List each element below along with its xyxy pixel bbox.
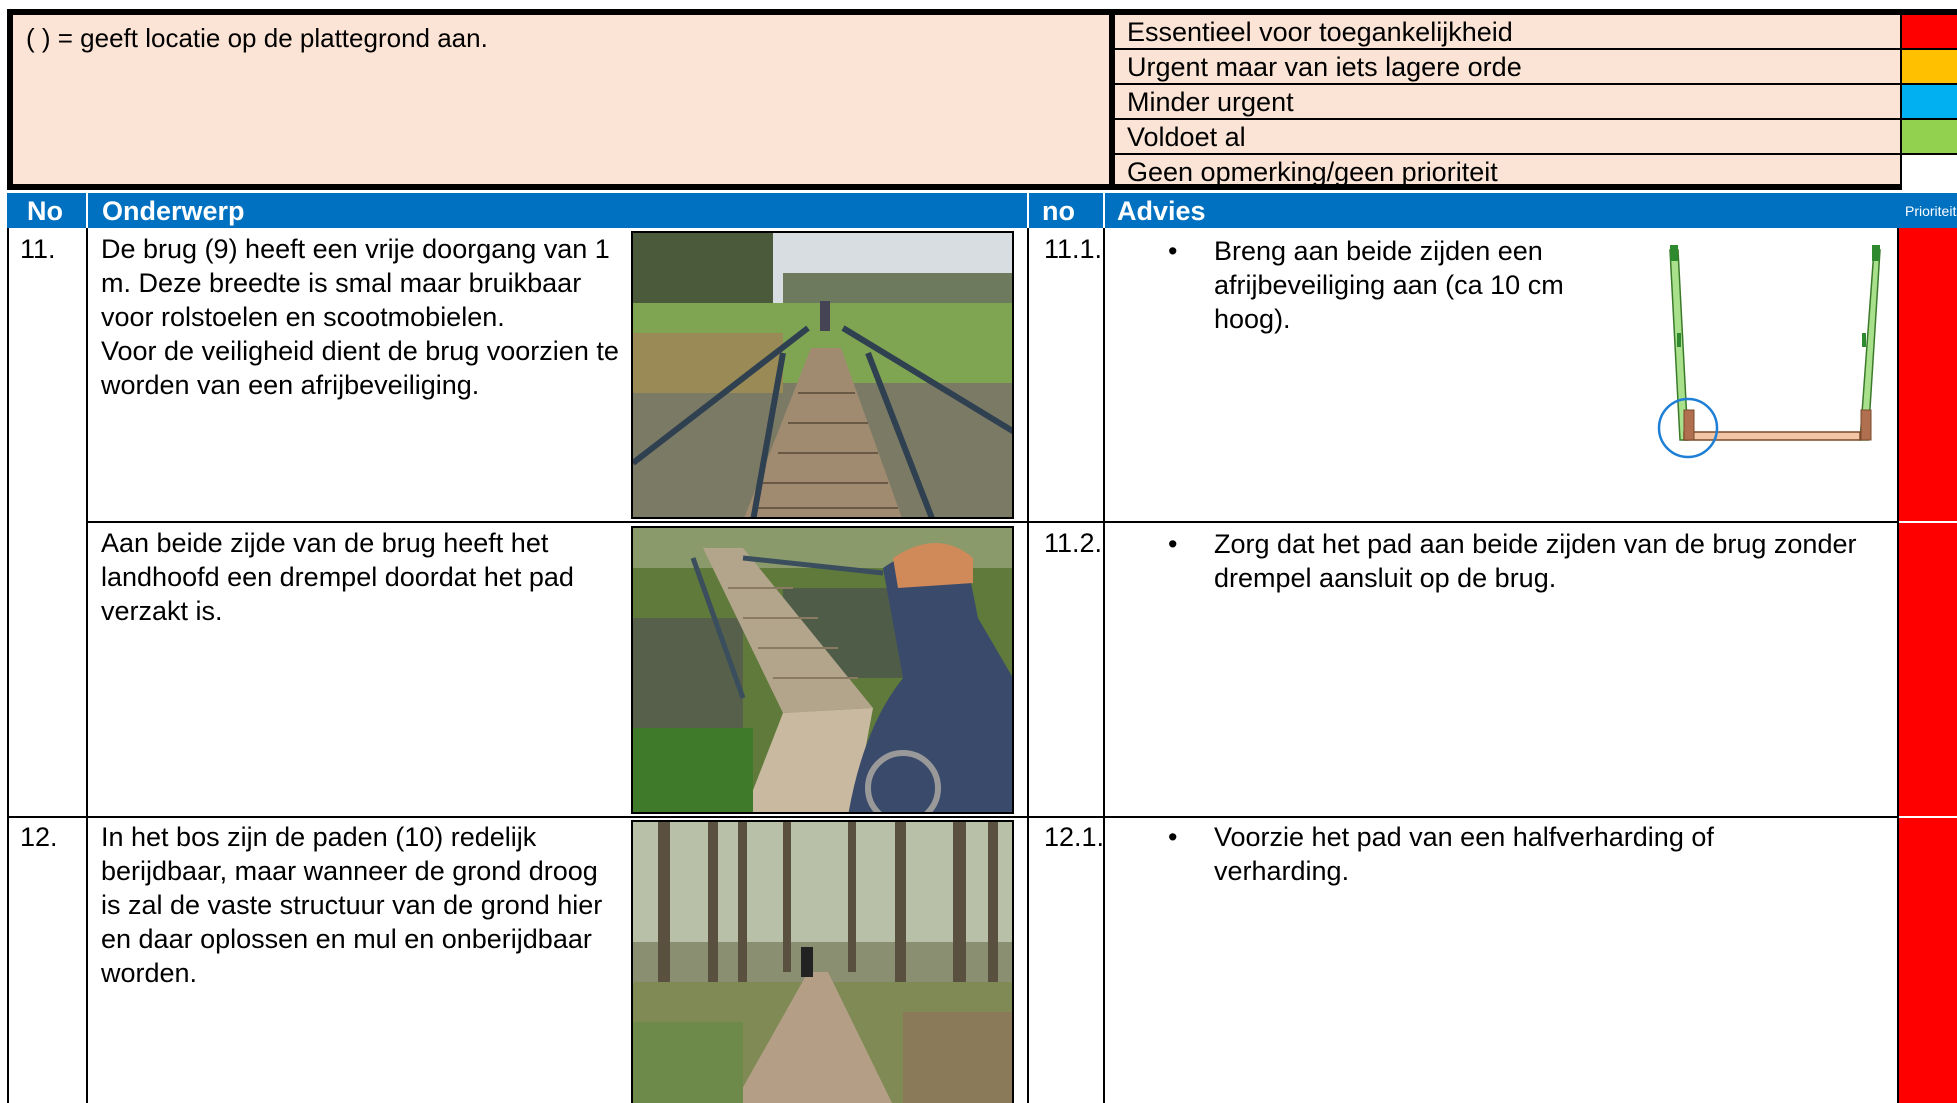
legend-swatch-orange: [1900, 50, 1957, 83]
legend-swatch-green: [1900, 120, 1957, 153]
priority-cell-11-1: [1897, 228, 1957, 521]
priority-cell-12-1: [1897, 818, 1957, 1103]
legend-swatch-blue: [1900, 85, 1957, 118]
bridge-threshold-photo: [631, 526, 1014, 814]
table-header: [7, 193, 1957, 228]
legend-note: ( ) = geeft locatie op de plattegrond aan.: [26, 23, 488, 53]
subject-text: In het bos zijn de paden (10) redelijk berijdbaar, maar wanneer de grond droog is zal de vaste structuur van de grond hier en daar oplossen en mul en onberijdbaar worden.: [101, 822, 603, 988]
legend-rows: [1115, 15, 1957, 190]
legend-row-complies: [1115, 120, 1957, 155]
grid-line: [7, 816, 1897, 818]
row-number: 12.: [20, 822, 58, 852]
subject-text: Aan beide zijde van de brug heeft het landhoofd een drempel doordat het pad verzakt is.: [101, 528, 574, 626]
legend-label: Essentieel voor toegankelijkheid: [1127, 17, 1513, 47]
sub-number: 11.2.: [1044, 528, 1103, 558]
header-advies: Advies: [1117, 196, 1206, 226]
barrier-diagram: [1656, 240, 1886, 465]
header-no: No: [27, 196, 63, 226]
legend-label: Urgent maar van iets lagere orde: [1127, 52, 1522, 82]
sub-number: 11.1.: [1044, 234, 1103, 264]
advice-list: [1214, 234, 1634, 336]
bridge-photo: [631, 231, 1014, 519]
legend-row-no-priority: [1115, 155, 1957, 190]
legend-label: Voldoet al: [1127, 122, 1246, 152]
grid-line: [86, 228, 88, 1103]
priority-cell-11-2: [1897, 523, 1957, 816]
header-onderwerp: Onderwerp: [102, 196, 245, 226]
grid-line: [86, 521, 1897, 523]
advice-item: • Zorg dat het pad aan beide zijden van de brug zonder drempel aansluit op de brug.: [1214, 527, 1874, 595]
header-no2: no: [1042, 196, 1075, 226]
legend-swatch-white: [1900, 155, 1957, 190]
legend-row-essential: [1115, 15, 1957, 50]
header-prioriteit: Prioriteit: [1905, 203, 1957, 219]
sub-number: 12.1.: [1044, 822, 1105, 852]
legend-swatch-red: [1900, 15, 1957, 48]
legend-label: Geen opmerking/geen prioriteit: [1127, 157, 1498, 187]
advice-list: [1214, 820, 1834, 888]
advice-item: • Breng aan beide zijden een afrijbeveiliging aan (ca 10 cm hoog).: [1214, 234, 1634, 336]
forest-path-photo: [631, 820, 1014, 1103]
header-divider: [1027, 193, 1029, 228]
grid-line: [1897, 228, 1899, 1103]
legend-row-less-urgent: [1115, 85, 1957, 120]
legend-label: Minder urgent: [1127, 87, 1294, 117]
header-divider: [86, 193, 88, 228]
subject-text: De brug (9) heeft een vrije doorgang van 1 m. Deze breedte is smal maar bruikbaar voor rolstoelen en scootmobielen. Voor de veiligheid dient de brug voorzien te worden van een afrijbeveiliging.: [101, 234, 619, 400]
advice-item: • Voorzie het pad van een halfverharding of verharding.: [1214, 820, 1834, 888]
header-divider: [1103, 193, 1105, 228]
advice-list: [1214, 527, 1874, 595]
legend-row-urgent: [1115, 50, 1957, 85]
grid-line: [1103, 228, 1105, 1103]
priority-legend: [7, 9, 1957, 190]
row-number: 11.: [20, 234, 56, 264]
grid-line: [7, 228, 9, 1103]
grid-line: [1027, 228, 1029, 1103]
